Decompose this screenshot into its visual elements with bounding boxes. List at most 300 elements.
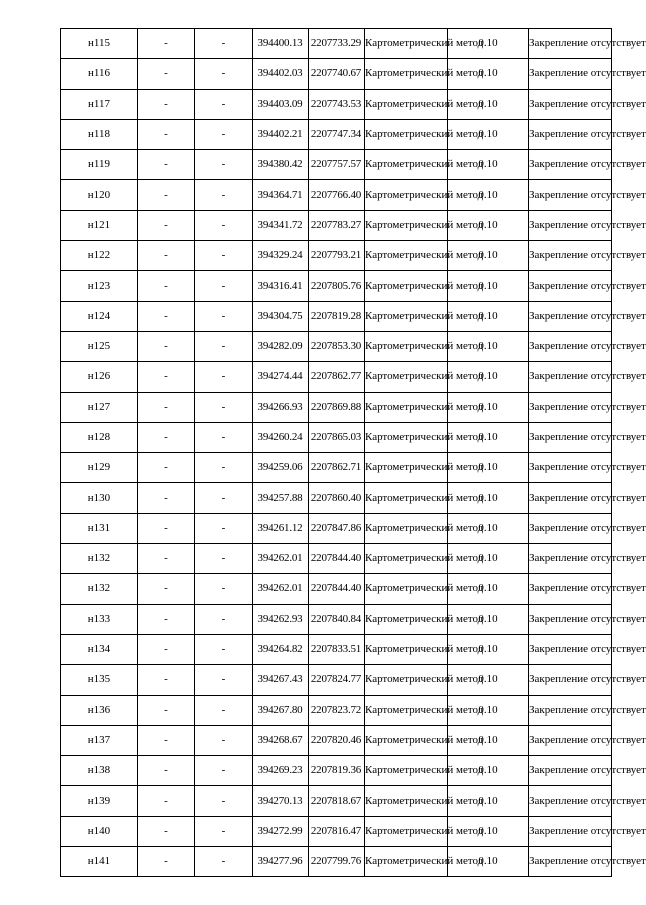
y-coordinate-cell-text: 2207799.76 xyxy=(310,855,362,868)
method-cell xyxy=(365,847,484,877)
fixing-cell-text: Закрепление отсутствует xyxy=(529,279,646,292)
fixing-cell-text: Закрепление отсутствует xyxy=(529,491,646,504)
method-cell-text: Картометрический метод xyxy=(365,188,484,201)
old-x-cell-text: - xyxy=(164,733,168,746)
method-cell xyxy=(365,89,484,119)
table-row xyxy=(61,29,612,59)
old-x-cell-text: - xyxy=(164,158,168,171)
point-name-cell xyxy=(61,271,138,301)
point-name-cell-text: н139 xyxy=(87,794,111,807)
y-coordinate-cell xyxy=(309,392,365,422)
table-row xyxy=(61,756,612,786)
table-row xyxy=(61,392,612,422)
method-cell xyxy=(365,119,484,149)
y-coordinate-cell xyxy=(309,544,365,574)
method-cell-text: Картометрический метод xyxy=(365,128,484,141)
old-x-cell xyxy=(138,59,195,89)
old-x-cell-text: - xyxy=(164,97,168,110)
fixing-cell-text: Закрепление отсутствует xyxy=(529,340,646,353)
table-row xyxy=(61,210,612,240)
old-y-cell-text: - xyxy=(221,824,226,837)
error-cell-text: 0.10 xyxy=(478,370,498,383)
fixing-cell xyxy=(529,453,646,483)
fixing-cell xyxy=(529,59,646,89)
old-y-cell-text: - xyxy=(221,279,226,292)
x-coordinate-cell-text: 394329.24 xyxy=(257,249,303,262)
point-name-cell-text: н137 xyxy=(87,733,111,746)
point-name-cell xyxy=(61,29,138,59)
point-name-cell-text: н116 xyxy=(88,67,110,80)
x-coordinate-cell-text: 394341.72 xyxy=(257,218,303,231)
table-row xyxy=(61,180,612,210)
point-name-cell xyxy=(61,180,138,210)
table-row xyxy=(61,301,612,331)
x-coordinate-cell-text: 394267.80 xyxy=(257,703,303,716)
table-row xyxy=(61,725,612,755)
point-name-cell xyxy=(61,816,138,846)
old-y-cell xyxy=(195,604,253,634)
point-name-cell xyxy=(61,544,138,574)
old-y-cell xyxy=(195,756,253,786)
fixing-cell xyxy=(529,331,646,361)
old-x-cell xyxy=(138,362,195,392)
old-y-cell-text: - xyxy=(221,643,226,656)
point-name-cell-text: н132 xyxy=(87,552,111,565)
old-y-cell-text: - xyxy=(221,703,226,716)
x-coordinate-cell xyxy=(253,847,309,877)
coordinates-table xyxy=(60,28,646,877)
old-y-cell xyxy=(195,89,253,119)
y-coordinate-cell xyxy=(309,725,365,755)
y-coordinate-cell xyxy=(309,241,365,271)
old-y-cell-text: - xyxy=(221,309,226,322)
old-y-cell-text: - xyxy=(221,552,226,565)
point-name-cell xyxy=(61,362,138,392)
x-coordinate-cell-text: 394270.13 xyxy=(257,794,303,807)
point-name-cell-text: н132 xyxy=(87,582,111,595)
y-coordinate-cell xyxy=(309,574,365,604)
y-coordinate-cell-text: 2207818.67 xyxy=(310,794,362,807)
old-x-cell xyxy=(138,756,195,786)
x-coordinate-cell xyxy=(253,513,309,543)
error-cell-text: 0.10 xyxy=(478,309,498,322)
point-name-cell-text: н138 xyxy=(87,764,111,777)
old-y-cell-text: - xyxy=(221,794,226,807)
table-row xyxy=(61,604,612,634)
point-name-cell xyxy=(61,453,138,483)
old-x-cell xyxy=(138,786,195,816)
method-cell-text: Картометрический метод xyxy=(365,673,484,686)
fixing-cell-text: Закрепление отсутствует xyxy=(529,764,646,777)
old-x-cell xyxy=(138,301,195,331)
method-cell-text: Картометрический метод xyxy=(365,612,484,625)
error-cell-text: 0.10 xyxy=(478,521,498,534)
point-name-cell xyxy=(61,725,138,755)
point-name-cell xyxy=(61,210,138,240)
fixing-cell xyxy=(529,271,646,301)
error-cell-text: 0.10 xyxy=(478,340,498,353)
table-row xyxy=(61,634,612,664)
y-coordinate-cell-text: 2207840.84 xyxy=(310,612,362,625)
old-y-cell-text: - xyxy=(221,733,226,746)
old-y-cell xyxy=(195,695,253,725)
y-coordinate-cell xyxy=(309,847,365,877)
method-cell-text: Картометрический метод xyxy=(365,309,484,322)
method-cell xyxy=(365,150,484,180)
x-coordinate-cell xyxy=(253,89,309,119)
y-coordinate-cell xyxy=(309,604,365,634)
fixing-cell xyxy=(529,422,646,452)
method-cell xyxy=(365,210,484,240)
table-row xyxy=(61,544,612,574)
x-coordinate-cell-text: 394262.01 xyxy=(257,582,303,595)
x-coordinate-cell-text: 394264.82 xyxy=(257,643,303,656)
point-name-cell-text: н121 xyxy=(87,218,111,231)
x-coordinate-cell xyxy=(253,574,309,604)
old-x-cell xyxy=(138,453,195,483)
x-coordinate-cell-text: 394304.75 xyxy=(257,309,303,322)
y-coordinate-cell-text: 2207819.28 xyxy=(310,309,362,322)
fixing-cell-text: Закрепление отсутствует xyxy=(529,158,646,171)
table-row xyxy=(61,453,612,483)
old-x-cell-text: - xyxy=(164,824,168,837)
old-y-cell-text: - xyxy=(221,431,226,443)
y-coordinate-cell-text: 2207733.29 xyxy=(310,37,362,50)
fixing-cell xyxy=(529,665,646,695)
old-x-cell xyxy=(138,695,195,725)
method-cell-text: Картометрический метод xyxy=(365,97,484,110)
point-name-cell xyxy=(61,695,138,725)
old-x-cell xyxy=(138,604,195,634)
y-coordinate-cell xyxy=(309,271,365,301)
method-cell xyxy=(365,725,484,755)
old-y-cell xyxy=(195,59,253,89)
y-coordinate-cell xyxy=(309,59,365,89)
old-x-cell-text: - xyxy=(164,188,168,201)
old-y-cell xyxy=(195,362,253,392)
x-coordinate-cell xyxy=(253,119,309,149)
point-name-cell-text: н130 xyxy=(87,491,111,504)
old-x-cell-text: - xyxy=(164,794,168,807)
old-x-cell xyxy=(138,544,195,574)
old-x-cell-text: - xyxy=(164,612,168,625)
old-x-cell xyxy=(138,574,195,604)
error-cell-text: 0.10 xyxy=(478,97,498,110)
x-coordinate-cell-text: 394364.71 xyxy=(257,188,303,201)
old-y-cell xyxy=(195,180,253,210)
old-y-cell-text: - xyxy=(221,521,226,534)
old-y-cell xyxy=(195,513,253,543)
point-name-cell-text: н118 xyxy=(88,128,110,141)
method-cell xyxy=(365,271,484,301)
old-x-cell xyxy=(138,847,195,877)
method-cell xyxy=(365,695,484,725)
old-x-cell-text: - xyxy=(164,37,168,50)
old-y-cell-text: - xyxy=(221,128,226,141)
old-y-cell xyxy=(195,816,253,846)
old-y-cell-text: - xyxy=(221,400,226,413)
x-coordinate-cell-text: 394403.09 xyxy=(257,97,303,110)
old-x-cell xyxy=(138,725,195,755)
old-x-cell xyxy=(138,119,195,149)
fixing-cell xyxy=(529,513,646,543)
fixing-cell-text: Закрепление отсутствует xyxy=(529,582,646,595)
table-row xyxy=(61,574,612,604)
x-coordinate-cell-text: 394268.67 xyxy=(257,733,303,746)
old-y-cell xyxy=(195,210,253,240)
y-coordinate-cell-text: 2207819.36 xyxy=(310,764,362,777)
table-row xyxy=(61,513,612,543)
method-cell xyxy=(365,180,484,210)
table-row xyxy=(61,119,612,149)
error-cell-text: 0.10 xyxy=(478,612,498,625)
y-coordinate-cell xyxy=(309,150,365,180)
old-x-cell-text: - xyxy=(164,67,168,80)
y-coordinate-cell xyxy=(309,180,365,210)
fixing-cell xyxy=(529,180,646,210)
fixing-cell xyxy=(529,483,646,513)
error-cell-text: 0.10 xyxy=(478,279,498,292)
old-y-cell-text: - xyxy=(221,67,226,80)
method-cell xyxy=(365,665,484,695)
table-body xyxy=(61,29,646,877)
point-name-cell xyxy=(61,513,138,543)
old-y-cell xyxy=(195,241,253,271)
old-y-cell-text: - xyxy=(221,158,226,171)
table-row xyxy=(61,241,612,271)
method-cell-text: Картометрический метод xyxy=(365,37,484,50)
method-cell xyxy=(365,574,484,604)
fixing-cell xyxy=(529,604,646,634)
point-name-cell xyxy=(61,483,138,513)
x-coordinate-cell xyxy=(253,725,309,755)
old-y-cell xyxy=(195,422,253,452)
fixing-cell xyxy=(529,786,646,816)
old-y-cell-text: - xyxy=(221,97,226,110)
method-cell xyxy=(365,331,484,361)
error-cell-text: 0.10 xyxy=(478,673,498,686)
y-coordinate-cell-text: 2207865.03 xyxy=(310,431,362,443)
old-x-cell-text: - xyxy=(164,309,168,322)
old-x-cell-text: - xyxy=(164,218,168,231)
method-cell xyxy=(365,59,484,89)
old-x-cell xyxy=(138,241,195,271)
point-name-cell xyxy=(61,89,138,119)
y-coordinate-cell-text: 2207853.30 xyxy=(310,340,362,353)
method-cell-text: Картометрический метод xyxy=(365,279,484,292)
y-coordinate-cell-text: 2207824.77 xyxy=(310,673,362,686)
y-coordinate-cell xyxy=(309,453,365,483)
point-name-cell-text: н134 xyxy=(87,643,111,656)
error-cell-text: 0.10 xyxy=(478,643,498,656)
error-cell-text: 0.10 xyxy=(478,400,498,413)
y-coordinate-cell xyxy=(309,665,365,695)
x-coordinate-cell-text: 394267.43 xyxy=(257,673,303,686)
old-x-cell-text: - xyxy=(164,855,168,868)
method-cell-text: Картометрический метод xyxy=(365,733,484,746)
method-cell-text: Картометрический метод xyxy=(365,491,484,504)
fixing-cell-text: Закрепление отсутствует xyxy=(529,249,646,262)
x-coordinate-cell xyxy=(253,59,309,89)
fixing-cell-text: Закрепление отсутствует xyxy=(529,461,646,474)
method-cell xyxy=(365,513,484,543)
x-coordinate-cell xyxy=(253,453,309,483)
point-name-cell-text: н128 xyxy=(87,431,111,443)
point-name-cell xyxy=(61,59,138,89)
x-coordinate-cell-text: 394274.44 xyxy=(257,370,303,383)
method-cell xyxy=(365,816,484,846)
method-cell-text: Картометрический метод xyxy=(365,855,484,868)
point-name-cell-text: н133 xyxy=(87,612,111,625)
old-x-cell-text: - xyxy=(164,582,168,595)
error-cell-text: 0.10 xyxy=(478,158,498,171)
table-row xyxy=(61,816,612,846)
method-cell xyxy=(365,483,484,513)
method-cell xyxy=(365,756,484,786)
point-name-cell-text: н131 xyxy=(87,521,111,534)
old-y-cell xyxy=(195,483,253,513)
old-x-cell-text: - xyxy=(164,461,168,474)
method-cell-text: Картометрический метод xyxy=(365,582,484,595)
x-coordinate-cell xyxy=(253,180,309,210)
error-cell-text: 0.10 xyxy=(478,733,498,746)
old-x-cell xyxy=(138,180,195,210)
fixing-cell xyxy=(529,29,646,59)
old-y-cell xyxy=(195,574,253,604)
y-coordinate-cell xyxy=(309,634,365,664)
error-cell-text: 0.10 xyxy=(478,764,498,777)
x-coordinate-cell xyxy=(253,362,309,392)
x-coordinate-cell-text: 394272.99 xyxy=(257,824,303,837)
fixing-cell-text: Закрепление отсутствует xyxy=(529,703,646,716)
table-row xyxy=(61,422,612,452)
old-y-cell-text: - xyxy=(221,37,226,50)
fixing-cell-text: Закрепление отсутствует xyxy=(529,128,646,141)
method-cell-text: Картометрический метод xyxy=(365,370,484,383)
point-name-cell-text: н141 xyxy=(87,855,111,868)
y-coordinate-cell-text: 2207869.88 xyxy=(310,400,362,413)
method-cell-text: Картометрический метод xyxy=(365,794,484,807)
error-cell-text: 0.10 xyxy=(478,582,498,595)
old-x-cell xyxy=(138,634,195,664)
error-cell-text: 0.10 xyxy=(478,855,498,868)
x-coordinate-cell xyxy=(253,665,309,695)
y-coordinate-cell-text: 2207743.53 xyxy=(310,97,362,110)
x-coordinate-cell xyxy=(253,271,309,301)
old-y-cell-text: - xyxy=(221,188,226,201)
error-cell-text: 0.10 xyxy=(478,37,498,50)
point-name-cell xyxy=(61,422,138,452)
fixing-cell-text: Закрепление отсутствует xyxy=(529,431,646,443)
old-y-cell xyxy=(195,544,253,574)
old-x-cell xyxy=(138,210,195,240)
x-coordinate-cell xyxy=(253,816,309,846)
method-cell-text: Картометрический метод xyxy=(365,67,484,80)
error-cell-text: 0.10 xyxy=(478,794,498,807)
x-coordinate-cell xyxy=(253,544,309,574)
y-coordinate-cell-text: 2207820.46 xyxy=(310,733,362,746)
fixing-cell xyxy=(529,725,646,755)
y-coordinate-cell xyxy=(309,29,365,59)
method-cell-text: Картометрический метод xyxy=(365,158,484,171)
old-y-cell-text: - xyxy=(221,249,226,262)
error-cell-text: 0.10 xyxy=(478,552,498,565)
point-name-cell-text: н125 xyxy=(87,340,111,353)
old-x-cell-text: - xyxy=(164,340,168,353)
table-row xyxy=(61,89,612,119)
y-coordinate-cell xyxy=(309,756,365,786)
old-y-cell xyxy=(195,786,253,816)
old-y-cell xyxy=(195,665,253,695)
error-cell-text: 0.10 xyxy=(478,218,498,231)
point-name-cell xyxy=(61,847,138,877)
y-coordinate-cell xyxy=(309,119,365,149)
point-name-cell-text: н119 xyxy=(88,158,110,171)
method-cell-text: Картометрический метод xyxy=(365,461,484,474)
y-coordinate-cell xyxy=(309,483,365,513)
y-coordinate-cell-text: 2207793.21 xyxy=(310,249,362,262)
x-coordinate-cell-text: 394257.88 xyxy=(257,491,303,504)
x-coordinate-cell xyxy=(253,241,309,271)
old-y-cell xyxy=(195,331,253,361)
old-x-cell xyxy=(138,422,195,452)
method-cell xyxy=(365,29,484,59)
x-coordinate-cell-text: 394260.24 xyxy=(257,431,303,443)
x-coordinate-cell xyxy=(253,301,309,331)
method-cell xyxy=(365,786,484,816)
old-y-cell-text: - xyxy=(221,855,226,868)
point-name-cell xyxy=(61,786,138,816)
point-name-cell-text: н123 xyxy=(87,279,111,292)
y-coordinate-cell xyxy=(309,422,365,452)
point-name-cell xyxy=(61,634,138,664)
error-cell-text: 0.10 xyxy=(478,249,498,262)
y-coordinate-cell xyxy=(309,331,365,361)
fixing-cell xyxy=(529,816,646,846)
point-name-cell xyxy=(61,331,138,361)
old-y-cell xyxy=(195,725,253,755)
x-coordinate-cell-text: 394266.93 xyxy=(257,400,303,413)
old-x-cell-text: - xyxy=(164,552,168,565)
method-cell-text: Картометрический метод xyxy=(365,521,484,534)
point-name-cell xyxy=(61,241,138,271)
error-cell-text: 0.10 xyxy=(478,128,498,141)
table-row xyxy=(61,786,612,816)
x-coordinate-cell xyxy=(253,695,309,725)
old-x-cell xyxy=(138,513,195,543)
y-coordinate-cell-text: 2207816.47 xyxy=(310,824,362,837)
fixing-cell-text: Закрепление отсутствует xyxy=(529,370,646,383)
point-name-cell-text: н117 xyxy=(88,97,110,110)
method-cell-text: Картометрический метод xyxy=(365,340,484,353)
method-cell xyxy=(365,362,484,392)
old-x-cell xyxy=(138,150,195,180)
x-coordinate-cell-text: 394269.23 xyxy=(257,764,303,777)
method-cell xyxy=(365,634,484,664)
x-coordinate-cell-text: 394277.96 xyxy=(257,855,303,868)
table-row xyxy=(61,150,612,180)
fixing-cell-text: Закрепление отсутствует xyxy=(529,218,646,231)
fixing-cell-text: Закрепление отсутствует xyxy=(529,855,646,868)
fixing-cell xyxy=(529,634,646,664)
old-x-cell-text: - xyxy=(164,521,168,534)
point-name-cell-text: н127 xyxy=(87,400,111,413)
fixing-cell xyxy=(529,847,646,877)
point-name-cell-text: н115 xyxy=(88,37,110,50)
x-coordinate-cell xyxy=(253,756,309,786)
table-row xyxy=(61,271,612,301)
point-name-cell xyxy=(61,150,138,180)
